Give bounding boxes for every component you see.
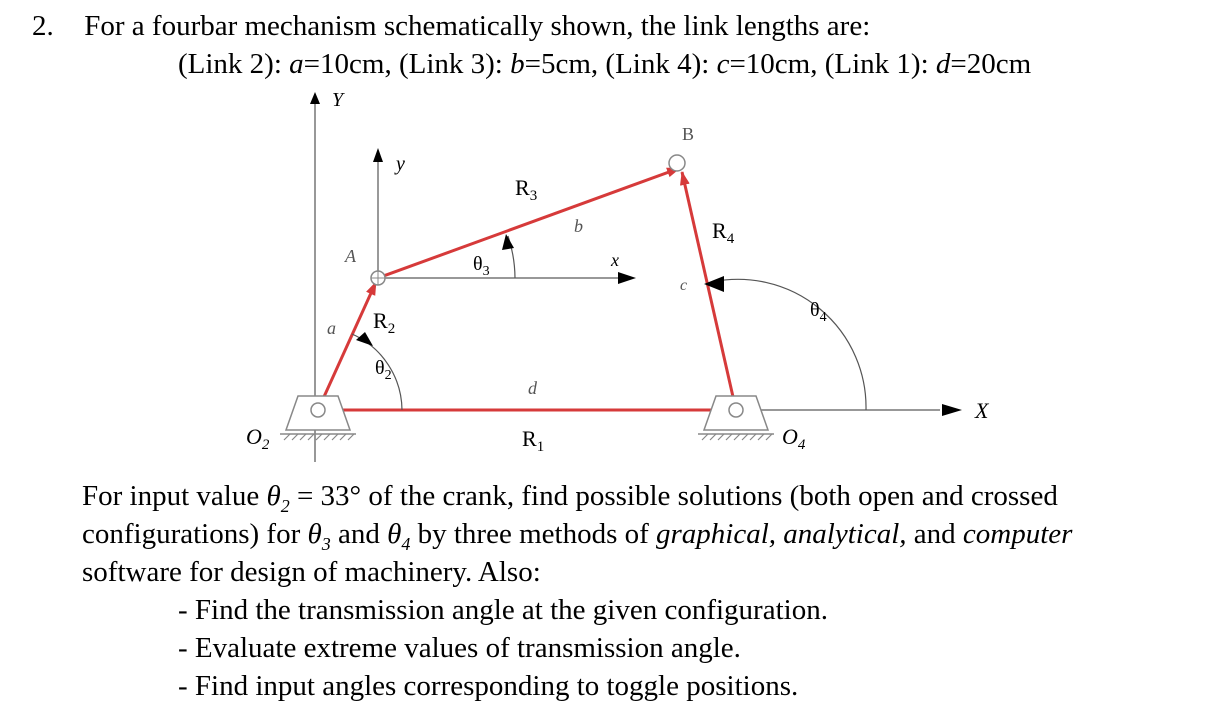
bullet-1 xyxy=(178,596,828,625)
link1-var: d xyxy=(935,48,951,80)
label-theta3: $\theta_3$ xyxy=(473,253,490,279)
pin-O4 xyxy=(729,403,743,417)
task-theta2: θ xyxy=(266,480,281,512)
label-X: X xyxy=(975,398,989,423)
task-theta3-sub: 3 xyxy=(321,533,331,554)
link4-var: c xyxy=(716,48,730,80)
label-b: b xyxy=(574,216,583,236)
task-theta3: θ xyxy=(307,518,322,550)
arrow-theta2 xyxy=(356,332,373,346)
label-O4: $O_4$ xyxy=(782,424,806,453)
label-R1: $R_1$ xyxy=(522,426,545,455)
task-line-2 xyxy=(82,520,1072,553)
link3-value: =5cm, xyxy=(524,48,606,80)
task-theta2-sub: 2 xyxy=(280,495,290,516)
label-R2: $R_2$ xyxy=(373,308,396,337)
label-x-local: x xyxy=(611,250,619,270)
label-y-local: y xyxy=(396,153,405,175)
task-line-3 xyxy=(82,558,541,587)
task-and: and xyxy=(330,518,388,550)
link2-label: (Link 2): xyxy=(178,48,290,80)
task-line2b: by three methods of xyxy=(410,518,657,550)
label-R4: $R_4$ xyxy=(712,218,735,247)
label-R3: $R_3$ xyxy=(515,175,538,204)
link2-var: a xyxy=(289,48,304,80)
ground-O4-hatch xyxy=(702,434,772,440)
local-x-arrowhead xyxy=(618,272,636,284)
task-theta4-sub: 4 xyxy=(401,533,411,554)
pin-B xyxy=(669,155,685,171)
arc-theta4 xyxy=(712,279,866,410)
task-method-graphical-analytical: graphical, analytical, xyxy=(656,518,907,550)
label-d: d xyxy=(528,378,537,398)
link3-var: b xyxy=(510,48,525,80)
local-y-arrowhead xyxy=(373,148,383,162)
label-B: B xyxy=(682,124,695,144)
task-p2: = 33° of the crank, find possible solutions (both open and crossed xyxy=(289,480,1058,512)
task-line3: software for design of machinery. Also: xyxy=(82,556,541,588)
bullet-3-text: - Find input angles corresponding to toggle positions. xyxy=(178,670,799,702)
link3-label: (Link 3): xyxy=(398,48,511,80)
link4-label: (Link 4): xyxy=(605,48,717,80)
label-O2: $O_2$ xyxy=(246,424,270,453)
task-method-computer: computer xyxy=(962,518,1073,550)
label-theta2: $\theta_2$ xyxy=(375,357,392,383)
label-theta4: $\theta_4$ xyxy=(810,299,827,325)
task-line2a: configurations) for xyxy=(82,518,308,550)
task-line-1 xyxy=(82,482,1058,515)
link1-value: =20cm xyxy=(950,48,1032,80)
ground-O2-hatch xyxy=(284,434,354,440)
problem-intro: For a fourbar mechanism schematically shown, the link lengths are: xyxy=(84,10,871,42)
link-R4 xyxy=(682,172,736,410)
task-and2: and xyxy=(906,518,963,550)
global-x-arrowhead xyxy=(942,404,962,416)
bullet-1-text: - Find the transmission angle at the given configuration. xyxy=(178,594,828,626)
link-R2 xyxy=(318,282,376,410)
problem-number: 2. xyxy=(32,10,54,42)
bullet-3 xyxy=(178,672,798,701)
bullet-2 xyxy=(178,634,741,663)
link2-value: =10cm, xyxy=(303,48,399,80)
link1-label: (Link 1): xyxy=(824,48,936,80)
link4-value: =10cm, xyxy=(729,48,825,80)
global-y-arrowhead xyxy=(310,92,320,104)
label-c: c xyxy=(680,277,688,294)
task-theta4: θ xyxy=(387,518,402,550)
bullet-2-text: - Evaluate extreme values of transmission angle. xyxy=(178,632,741,664)
label-A: A xyxy=(345,246,356,266)
label-Y: Y xyxy=(332,89,344,111)
task-p1: For input value xyxy=(82,480,267,512)
pin-O2 xyxy=(311,403,325,417)
label-a: a xyxy=(327,318,336,338)
